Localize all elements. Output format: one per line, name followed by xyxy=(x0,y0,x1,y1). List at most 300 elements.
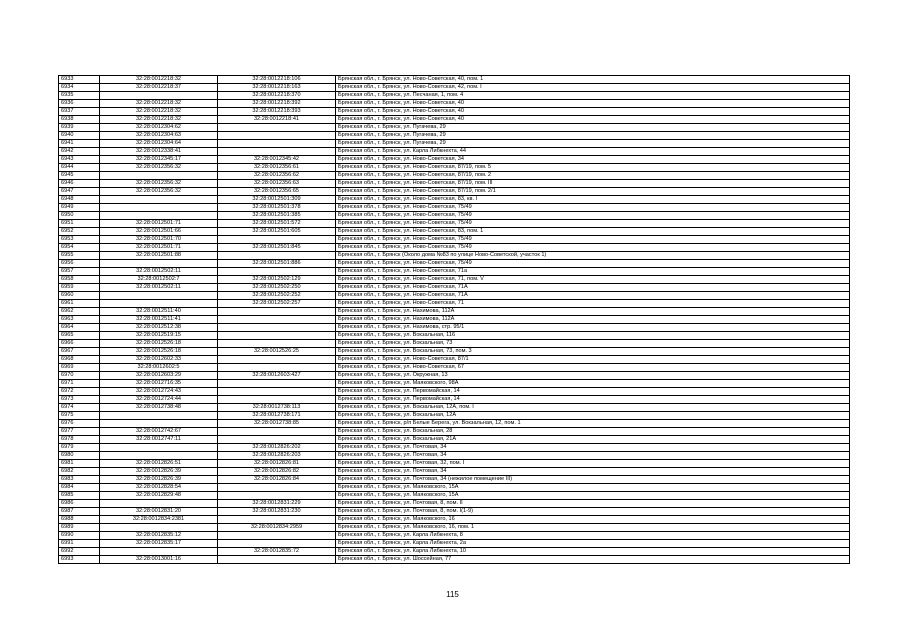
table-row xyxy=(59,316,850,324)
table-row xyxy=(59,380,850,388)
land-cadastral-number-cell xyxy=(100,548,218,556)
object-cadastral-number-cell: 32:28:0012501:378 xyxy=(218,204,336,212)
land-cadastral-number-cell: 32:28:0012356:32 xyxy=(100,164,218,172)
row-number-cell: 6975 xyxy=(59,412,100,420)
object-cadastral-number-cell xyxy=(218,380,336,388)
table-row xyxy=(59,452,850,460)
address-cell: Брянская обл., г. Брянск, ул. Маяковского, 15А xyxy=(336,484,850,492)
land-cadastral-number-cell: 32:28:0012526:18 xyxy=(100,348,218,356)
land-cadastral-number-cell: 32:28:0012218:37 xyxy=(100,84,218,92)
land-cadastral-number-cell: 32:28:0012512:38 xyxy=(100,324,218,332)
land-cadastral-number-cell: 32:28:0012835:17 xyxy=(100,540,218,548)
land-cadastral-number-cell: 32:28:0012831:20 xyxy=(100,508,218,516)
row-number-cell: 6957 xyxy=(59,268,100,276)
object-cadastral-number-cell xyxy=(218,428,336,436)
land-cadastral-number-cell: 32:28:0012828:54 xyxy=(100,484,218,492)
object-cadastral-number-cell xyxy=(218,364,336,372)
object-cadastral-number-cell: 32:28:0012502:129 xyxy=(218,276,336,284)
table-row xyxy=(59,524,850,532)
address-cell: Брянская обл., г. Брянск, ул. Вокзальная, 21А xyxy=(336,436,850,444)
land-cadastral-number-cell: 32:28:0012826:51 xyxy=(100,460,218,468)
address-cell: Брянская обл., г. Брянск, ул. Ново-Советская, 75/49 xyxy=(336,260,850,268)
object-cadastral-number-cell: 32:28:0012502:250 xyxy=(218,284,336,292)
object-cadastral-number-cell xyxy=(218,340,336,348)
address-cell: Брянская обл., г. Брянск, ул. Ново-Советская, 71А xyxy=(336,284,850,292)
object-cadastral-number-cell xyxy=(218,324,336,332)
address-cell: Брянская обл., г. Брянск, ул. Ново-Советская, 40 xyxy=(336,100,850,108)
address-cell: Брянская обл., г. Брянск, ул. Почтовая, 32, пом. I xyxy=(336,460,850,468)
land-cadastral-number-cell: 32:28:0012519:15 xyxy=(100,332,218,340)
object-cadastral-number-cell: 32:28:0012738:171 xyxy=(218,412,336,420)
table-row xyxy=(59,300,850,308)
row-number-cell: 6979 xyxy=(59,444,100,452)
address-cell: Брянская обл., г. Брянск, ул. Ново-Советская, 42, пом. I xyxy=(336,84,850,92)
table-row xyxy=(59,164,850,172)
object-cadastral-number-cell: 32:28:0012501:605 xyxy=(218,228,336,236)
table-row xyxy=(59,540,850,548)
object-cadastral-number-cell: 32:28:0012603:427 xyxy=(218,372,336,380)
table-row xyxy=(59,204,850,212)
land-cadastral-number-cell: 32:28:0012829:48 xyxy=(100,492,218,500)
land-cadastral-number-cell xyxy=(100,300,218,308)
table-row xyxy=(59,268,850,276)
object-cadastral-number-cell: 32:28:0012834:2959 xyxy=(218,524,336,532)
address-cell: Брянская обл., г. Брянск, ул. Окружная, 13 xyxy=(336,372,850,380)
table-row xyxy=(59,388,850,396)
table-row xyxy=(59,196,850,204)
table-row xyxy=(59,220,850,228)
object-cadastral-number-cell: 32:28:0012738:113 xyxy=(218,404,336,412)
land-cadastral-number-cell xyxy=(100,292,218,300)
row-number-cell: 6968 xyxy=(59,356,100,364)
address-cell: Брянская обл., г. Брянск, ул. Первомайская, 14 xyxy=(336,396,850,404)
row-number-cell: 6938 xyxy=(59,116,100,124)
row-number-cell: 6948 xyxy=(59,196,100,204)
address-cell: Брянская обл., г. Брянск, ул. Карла Либкнехта, 2а xyxy=(336,540,850,548)
row-number-cell: 6943 xyxy=(59,156,100,164)
object-cadastral-number-cell: 32:28:0012826:202 xyxy=(218,444,336,452)
address-cell: Брянская обл., г. Брянск, ул. Ново-Советская, 87/19, пом. 5 xyxy=(336,164,850,172)
address-cell: Брянская обл., г. Брянск, р/п Белые Берега, ул. Вокзальная, 12, пом. 1 xyxy=(336,420,850,428)
land-cadastral-number-cell: 32:28:0012501:71 xyxy=(100,220,218,228)
row-number-cell: 6949 xyxy=(59,204,100,212)
row-number-cell: 6961 xyxy=(59,300,100,308)
object-cadastral-number-cell: 32:28:0012218:392 xyxy=(218,100,336,108)
address-cell: Брянская обл., г. Брянск, ул. Ново-Советская, 83, пом. 1 xyxy=(336,228,850,236)
address-cell: Брянская обл., г. Брянск, ул. Ново-Советская, 75/49 xyxy=(336,204,850,212)
row-number-cell: 6978 xyxy=(59,436,100,444)
address-cell: Брянская обл., г. Брянск, ул. Ново-Советская, 67 xyxy=(336,364,850,372)
table-row xyxy=(59,124,850,132)
land-cadastral-number-cell: 32:28:0012502:7 xyxy=(100,276,218,284)
row-number-cell: 6970 xyxy=(59,372,100,380)
row-number-cell: 6974 xyxy=(59,404,100,412)
row-number-cell: 6963 xyxy=(59,316,100,324)
object-cadastral-number-cell xyxy=(218,396,336,404)
object-cadastral-number-cell: 32:28:0012356:63 xyxy=(218,180,336,188)
row-number-cell: 6951 xyxy=(59,220,100,228)
land-cadastral-number-cell: 32:28:0012218:32 xyxy=(100,100,218,108)
address-cell: Брянская обл., г. Брянск, ул. Ново-Советская, 75/49 xyxy=(336,212,850,220)
row-number-cell: 6980 xyxy=(59,452,100,460)
row-number-cell: 6972 xyxy=(59,388,100,396)
land-cadastral-number-cell xyxy=(100,92,218,100)
address-cell: Брянская обл., г. Брянск, ул. Вокзальная, 73 xyxy=(336,340,850,348)
page-number: 115 xyxy=(446,590,459,599)
address-cell: Брянская обл., г. Брянск, ул. Маяковского, 16, пом. 1 xyxy=(336,524,850,532)
cadastral-table xyxy=(58,75,850,564)
row-number-cell: 6959 xyxy=(59,284,100,292)
address-cell: Брянская обл., г. Брянск, ул. Вокзальная, 116 xyxy=(336,332,850,340)
object-cadastral-number-cell: 32:28:0012356:62 xyxy=(218,172,336,180)
table-row xyxy=(59,228,850,236)
table-row xyxy=(59,508,850,516)
object-cadastral-number-cell xyxy=(218,268,336,276)
object-cadastral-number-cell xyxy=(218,148,336,156)
land-cadastral-number-cell: 32:28:0013001:16 xyxy=(100,556,218,564)
address-cell: Брянская обл., г. Брянск, ул. Вокзальная, 28 xyxy=(336,428,850,436)
address-cell: Брянская обл., г. Брянск, ул. Ново-Советская, 40, пом. 1 xyxy=(336,76,850,84)
row-number-cell: 6944 xyxy=(59,164,100,172)
object-cadastral-number-cell: 32:28:0012501:886 xyxy=(218,260,336,268)
table-row xyxy=(59,140,850,148)
land-cadastral-number-cell xyxy=(100,196,218,204)
land-cadastral-number-cell: 32:28:0012834:2381 xyxy=(100,516,218,524)
row-number-cell: 6977 xyxy=(59,428,100,436)
row-number-cell: 6939 xyxy=(59,124,100,132)
row-number-cell: 6950 xyxy=(59,212,100,220)
land-cadastral-number-cell xyxy=(100,444,218,452)
land-cadastral-number-cell xyxy=(100,500,218,508)
address-cell: Брянская обл., г. Брянск, ул. Ново-Советская, 87/19, пом. III xyxy=(336,180,850,188)
row-number-cell: 6952 xyxy=(59,228,100,236)
address-cell: Брянская обл., г. Брянск, ул. Ново-Советская, 71А xyxy=(336,292,850,300)
object-cadastral-number-cell: 32:28:0012218:370 xyxy=(218,92,336,100)
address-cell: Брянская обл., г. Брянск, ул. Ново-Советская, 71 xyxy=(336,300,850,308)
row-number-cell: 6985 xyxy=(59,492,100,500)
object-cadastral-number-cell xyxy=(218,132,336,140)
table-row xyxy=(59,460,850,468)
table-row xyxy=(59,348,850,356)
address-cell: Брянская обл., г. Брянск, ул. Почтовая, 34 xyxy=(336,468,850,476)
address-cell: Брянская обл., г. Брянск, ул. Ново-Советская, 75/49 xyxy=(336,244,850,252)
address-cell: Брянская обл., г. Брянск, ул. Почтовая, 8, пом. I(1-9) xyxy=(336,508,850,516)
address-cell: Брянская обл., г. Брянск, ул. Ново-Советская, 87/19, пом. 2/1 xyxy=(336,188,850,196)
row-number-cell: 6976 xyxy=(59,420,100,428)
table-row xyxy=(59,116,850,124)
address-cell: Брянская обл., г. Брянск, ул. Пугачева, 29 xyxy=(336,124,850,132)
object-cadastral-number-cell: 32:28:0012501:385 xyxy=(218,212,336,220)
land-cadastral-number-cell xyxy=(100,412,218,420)
address-cell: Брянская обл., г. Брянск, ул. Почтовая, 8, пом. II xyxy=(336,500,850,508)
object-cadastral-number-cell: 32:28:0012356:65 xyxy=(218,188,336,196)
land-cadastral-number-cell: 32:28:0012304:63 xyxy=(100,132,218,140)
object-cadastral-number-cell xyxy=(218,356,336,364)
land-cadastral-number-cell xyxy=(100,260,218,268)
object-cadastral-number-cell xyxy=(218,388,336,396)
land-cadastral-number-cell: 32:28:0012742:67 xyxy=(100,428,218,436)
land-cadastral-number-cell: 32:28:0012218:32 xyxy=(100,116,218,124)
land-cadastral-number-cell: 32:28:0012826:39 xyxy=(100,476,218,484)
address-cell: Брянская обл., г. Брянск, ул. Нахимова, 112А xyxy=(336,316,850,324)
object-cadastral-number-cell: 32:28:0012345:42 xyxy=(218,156,336,164)
land-cadastral-number-cell: 32:28:0012747:11 xyxy=(100,436,218,444)
row-number-cell: 6986 xyxy=(59,500,100,508)
row-number-cell: 6965 xyxy=(59,332,100,340)
table-row xyxy=(59,492,850,500)
object-cadastral-number-cell xyxy=(218,332,336,340)
land-cadastral-number-cell xyxy=(100,420,218,428)
land-cadastral-number-cell: 32:28:0012835:12 xyxy=(100,532,218,540)
land-cadastral-number-cell: 32:28:0012724:43 xyxy=(100,388,218,396)
table-row xyxy=(59,396,850,404)
table-row xyxy=(59,292,850,300)
table-row xyxy=(59,332,850,340)
object-cadastral-number-cell: 32:28:0012218:41 xyxy=(218,116,336,124)
object-cadastral-number-cell xyxy=(218,124,336,132)
land-cadastral-number-cell: 32:28:0012218:32 xyxy=(100,108,218,116)
address-cell: Брянская обл., г. Брянск, ул. Нахимова, стр. 95/1 xyxy=(336,324,850,332)
object-cadastral-number-cell: 32:28:0012501:572 xyxy=(218,220,336,228)
row-number-cell: 6983 xyxy=(59,476,100,484)
row-number-cell: 6991 xyxy=(59,540,100,548)
object-cadastral-number-cell xyxy=(218,516,336,524)
land-cadastral-number-cell: 32:28:0012511:40 xyxy=(100,308,218,316)
object-cadastral-number-cell: 32:28:0012501:845 xyxy=(218,244,336,252)
land-cadastral-number-cell: 32:28:0012356:32 xyxy=(100,188,218,196)
address-cell: Брянская обл., г. Брянск, ул. Ново-Советская, 34 xyxy=(336,156,850,164)
table-row xyxy=(59,356,850,364)
row-number-cell: 6953 xyxy=(59,236,100,244)
table-row xyxy=(59,212,850,220)
address-cell: Брянская обл., г. Брянск, ул. Ново-Советская, 71а xyxy=(336,268,850,276)
table-row xyxy=(59,436,850,444)
land-cadastral-number-cell: 32:28:0012356:32 xyxy=(100,180,218,188)
row-number-cell: 6969 xyxy=(59,364,100,372)
address-cell: Брянская обл., г. Брянск (Около дома №83 по улице Ново-Советской, участок 1) xyxy=(336,252,850,260)
land-cadastral-number-cell xyxy=(100,204,218,212)
table-row xyxy=(59,364,850,372)
land-cadastral-number-cell: 32:28:0012526:18 xyxy=(100,340,218,348)
land-cadastral-number-cell: 32:28:0012716:35 xyxy=(100,380,218,388)
table-row xyxy=(59,236,850,244)
object-cadastral-number-cell: 32:28:0012835:72 xyxy=(218,548,336,556)
table-row xyxy=(59,172,850,180)
land-cadastral-number-cell: 32:28:0012345:17 xyxy=(100,156,218,164)
row-number-cell: 6964 xyxy=(59,324,100,332)
row-number-cell: 6989 xyxy=(59,524,100,532)
land-cadastral-number-cell: 32:28:0012501:70 xyxy=(100,236,218,244)
table-row xyxy=(59,308,850,316)
object-cadastral-number-cell xyxy=(218,556,336,564)
land-cadastral-number-cell: 32:28:0012501:71 xyxy=(100,244,218,252)
land-cadastral-number-cell: 32:28:0012826:39 xyxy=(100,468,218,476)
table-row xyxy=(59,84,850,92)
row-number-cell: 6954 xyxy=(59,244,100,252)
address-cell: Брянская обл., г. Брянск, ул. Первомайская, 14 xyxy=(336,388,850,396)
row-number-cell: 6947 xyxy=(59,188,100,196)
address-cell: Брянская обл., г. Брянск, ул. Ново-Советская, 83, кв. I xyxy=(336,196,850,204)
address-cell: Брянская обл., г. Брянск, ул. Ново-Советская, 75/49 xyxy=(336,236,850,244)
row-number-cell: 6960 xyxy=(59,292,100,300)
address-cell: Брянская обл., г. Брянск, ул. Вокзальная, 12А, пом. I xyxy=(336,404,850,412)
row-number-cell: 6942 xyxy=(59,148,100,156)
object-cadastral-number-cell: 32:28:0012738:85 xyxy=(218,420,336,428)
object-cadastral-number-cell xyxy=(218,316,336,324)
table-row xyxy=(59,412,850,420)
address-cell: Брянская обл., г. Брянск, ул. Шоссейная, 77 xyxy=(336,556,850,564)
row-number-cell: 6937 xyxy=(59,108,100,116)
row-number-cell: 6958 xyxy=(59,276,100,284)
row-number-cell: 6990 xyxy=(59,532,100,540)
row-number-cell: 6967 xyxy=(59,348,100,356)
land-cadastral-number-cell: 32:28:0012602:33 xyxy=(100,356,218,364)
table-row xyxy=(59,260,850,268)
address-cell: Брянская обл., г. Брянск, ул. Карла Либкнехта, 44 xyxy=(336,148,850,156)
land-cadastral-number-cell: 32:28:0012338:41 xyxy=(100,148,218,156)
object-cadastral-number-cell: 32:28:0012826:84 xyxy=(218,476,336,484)
table-row xyxy=(59,132,850,140)
table-row xyxy=(59,324,850,332)
address-cell: Брянская обл., г. Брянск, ул. Вокзальная, 73, пом. 3 xyxy=(336,348,850,356)
object-cadastral-number-cell xyxy=(218,436,336,444)
address-cell: Брянская обл., г. Брянск, ул. Ново-Советская, 40 xyxy=(336,116,850,124)
object-cadastral-number-cell: 32:28:0012502:252 xyxy=(218,292,336,300)
address-cell: Брянская обл., г. Брянск, ул. Карла Либкнехта, 8 xyxy=(336,532,850,540)
row-number-cell: 6981 xyxy=(59,460,100,468)
object-cadastral-number-cell xyxy=(218,252,336,260)
row-number-cell: 6955 xyxy=(59,252,100,260)
table-row xyxy=(59,556,850,564)
row-number-cell: 6936 xyxy=(59,100,100,108)
land-cadastral-number-cell: 32:28:0012738:48 xyxy=(100,404,218,412)
row-number-cell: 6940 xyxy=(59,132,100,140)
row-number-cell: 6935 xyxy=(59,92,100,100)
object-cadastral-number-cell xyxy=(218,532,336,540)
table-row xyxy=(59,108,850,116)
row-number-cell: 6973 xyxy=(59,396,100,404)
row-number-cell: 6971 xyxy=(59,380,100,388)
table-row xyxy=(59,284,850,292)
address-cell: Брянская обл., г. Брянск, ул. Карла Либкнехта, 10 xyxy=(336,548,850,556)
land-cadastral-number-cell: 32:28:0012502:11 xyxy=(100,284,218,292)
row-number-cell: 6941 xyxy=(59,140,100,148)
address-cell: Брянская обл., г. Брянск, ул. Ново-Советская, 87/19, пом. 2 xyxy=(336,172,850,180)
object-cadastral-number-cell: 32:28:0012526:25 xyxy=(218,348,336,356)
object-cadastral-number-cell: 32:28:0012831:229 xyxy=(218,500,336,508)
land-cadastral-number-cell xyxy=(100,452,218,460)
object-cadastral-number-cell: 32:28:0012501:309 xyxy=(218,196,336,204)
table-row xyxy=(59,484,850,492)
table-row xyxy=(59,340,850,348)
table-row xyxy=(59,404,850,412)
table-row xyxy=(59,156,850,164)
address-cell: Брянская обл., г. Брянск, ул. Ново-Советская, 87/1 xyxy=(336,356,850,364)
object-cadastral-number-cell: 32:28:0012218:163 xyxy=(218,84,336,92)
object-cadastral-number-cell: 32:28:0012831:230 xyxy=(218,508,336,516)
object-cadastral-number-cell: 32:28:0012826:82 xyxy=(218,468,336,476)
address-cell: Брянская обл., г. Брянск, ул. Маяковского, 15А xyxy=(336,492,850,500)
land-cadastral-number-cell: 32:28:0012501:66 xyxy=(100,228,218,236)
row-number-cell: 6933 xyxy=(59,76,100,84)
land-cadastral-number-cell: 32:28:0012502:11 xyxy=(100,268,218,276)
land-cadastral-number-cell: 32:28:0012304:64 xyxy=(100,140,218,148)
row-number-cell: 6962 xyxy=(59,308,100,316)
table-row xyxy=(59,100,850,108)
land-cadastral-number-cell: 32:28:0012218:32 xyxy=(100,76,218,84)
table-row xyxy=(59,252,850,260)
row-number-cell: 6987 xyxy=(59,508,100,516)
table-row xyxy=(59,188,850,196)
address-cell: Брянская обл., г. Брянск, ул. Ново-Советская, 75/49 xyxy=(336,220,850,228)
table-row xyxy=(59,444,850,452)
table-row xyxy=(59,180,850,188)
object-cadastral-number-cell xyxy=(218,540,336,548)
table-row xyxy=(59,92,850,100)
land-cadastral-number-cell: 32:28:0012603:29 xyxy=(100,372,218,380)
address-cell: Брянская обл., г. Брянск, ул. Пугачева, 29 xyxy=(336,132,850,140)
table-row xyxy=(59,420,850,428)
table-body xyxy=(59,76,850,564)
table-row xyxy=(59,372,850,380)
table-row xyxy=(59,76,850,84)
object-cadastral-number-cell: 32:28:0012826:203 xyxy=(218,452,336,460)
address-cell: Брянская обл., г. Брянск, ул. Почтовая, 34 (нежилое помещение III) xyxy=(336,476,850,484)
object-cadastral-number-cell: 32:28:0012502:257 xyxy=(218,300,336,308)
table-row xyxy=(59,428,850,436)
land-cadastral-number-cell xyxy=(100,212,218,220)
table-row xyxy=(59,548,850,556)
table-row xyxy=(59,500,850,508)
row-number-cell: 6956 xyxy=(59,260,100,268)
row-number-cell: 6966 xyxy=(59,340,100,348)
table-row xyxy=(59,276,850,284)
object-cadastral-number-cell: 32:28:0012356:61 xyxy=(218,164,336,172)
object-cadastral-number-cell xyxy=(218,308,336,316)
object-cadastral-number-cell: 32:28:0012218:106 xyxy=(218,76,336,84)
object-cadastral-number-cell: 32:28:0012218:393 xyxy=(218,108,336,116)
table-row xyxy=(59,244,850,252)
address-cell: Брянская обл., г. Брянск, ул. Нахимова, 112А xyxy=(336,308,850,316)
land-cadastral-number-cell: 32:28:0012602:5 xyxy=(100,364,218,372)
address-cell: Брянская обл., г. Брянск, ул. Ново-Советская, 40 xyxy=(336,108,850,116)
land-cadastral-number-cell xyxy=(100,524,218,532)
address-cell: Брянская обл., г. Брянск, ул. Вокзальная, 12А xyxy=(336,412,850,420)
table-row xyxy=(59,148,850,156)
table-row xyxy=(59,468,850,476)
row-number-cell: 6992 xyxy=(59,548,100,556)
address-cell: Брянская обл., г. Брянск, ул. Маяковского, 16 xyxy=(336,516,850,524)
table-row xyxy=(59,476,850,484)
object-cadastral-number-cell xyxy=(218,236,336,244)
object-cadastral-number-cell: 32:28:0012826:81 xyxy=(218,460,336,468)
object-cadastral-number-cell xyxy=(218,140,336,148)
row-number-cell: 6934 xyxy=(59,84,100,92)
table-row xyxy=(59,532,850,540)
row-number-cell: 6946 xyxy=(59,180,100,188)
address-cell: Брянская обл., г. Брянск, ул. Пугачева, 29 xyxy=(336,140,850,148)
row-number-cell: 6945 xyxy=(59,172,100,180)
address-cell: Брянская обл., г. Брянск, ул. Почтовая, 34 xyxy=(336,452,850,460)
object-cadastral-number-cell xyxy=(218,492,336,500)
table-row xyxy=(59,516,850,524)
land-cadastral-number-cell: 32:28:0012501:88 xyxy=(100,252,218,260)
row-number-cell: 6984 xyxy=(59,484,100,492)
row-number-cell: 6982 xyxy=(59,468,100,476)
address-cell: Брянская обл., г. Брянск, ул. Маяковского, 98А xyxy=(336,380,850,388)
address-cell: Брянская обл., г. Брянск, ул. Песчаная, 1, пом. 4 xyxy=(336,92,850,100)
land-cadastral-number-cell: 32:28:0012511:41 xyxy=(100,316,218,324)
